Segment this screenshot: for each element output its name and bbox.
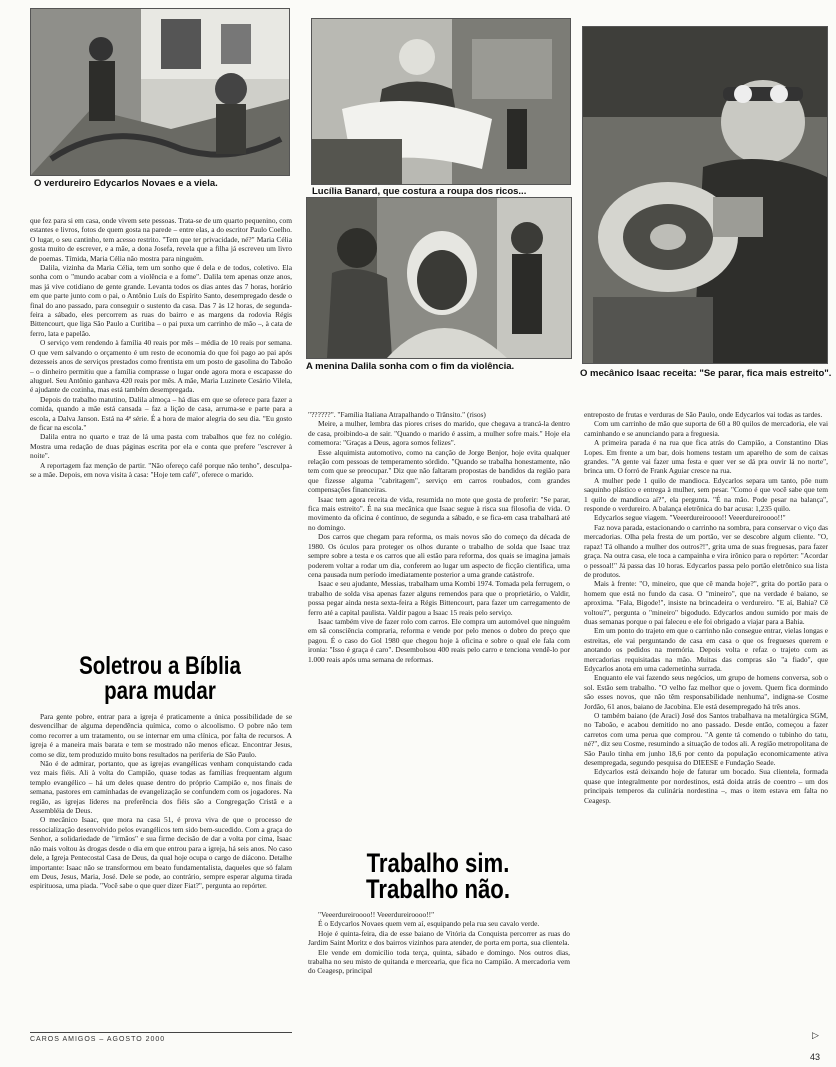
paragraph: "??????". "Família Italiana Atrapalhando o Trânsito." (risos) <box>308 410 486 419</box>
photo-verdureiro <box>30 8 290 176</box>
paragraph: Faz nova parada, estacionando o carrinho na sombra, para conservar o viço das mercadorias. Olha pela fresta de um portão, ver se descobre algum cliente. "O, rapaz! Tá olhando a mulher dos outros?!", grita uma de suas freguesas, para fazer graça. Na outra casa, ele toca a campainha e vira irônico para o repórter: "Acordar o pessoal!" Já passa das 10 horas. Edycarlos passa pelo portão eletrônico sua lista de produtos. <box>584 522 828 579</box>
caption-lucilia: Lucília Banard, que costura a roupa dos ricos... <box>312 186 527 197</box>
paragraph: Com um carrinho de mão que suporta de 60 a 80 quilos de mercadoria, ele vai caminhando e se anunciando para a freguesia. <box>584 419 828 438</box>
paragraph: entreposto de frutas e verduras de São Paulo, onde Edycarlos vai todas as tardes. <box>584 410 823 419</box>
paragraph: Enquanto ele vai fazendo seus negócios, um grupo de homens conversa, sob o sol. Estão sem trabalho. "O velho faz melhor que o jovem. Quem fica dormindo são esses novos, que não têm responsabilidade nenhuma", indigna-se Cosme Jordão, 61 anos, baiano de Jacobina. Ele está desempregado há três anos. <box>584 673 828 711</box>
paragraph: Meire, a mulher, lembra das piores crises do marido, que chegava a trancá-la dentro de casa, proibindo-a de sair. "Quando o marido é assim, a mulher sofre mais." Hoje ela comemora: "Graças a Deus, agora somos felizes". <box>308 419 570 448</box>
paragraph: Isaac e seu ajudante, Messias, trabalham uma Kombi 1974. Tomada pela ferrugem, o trabalho de solda visa apenas fazer alguns remendos para que o proprietário, o Valdir, possa pegar ainda nesta sexta-feira a Régis Bittencourt, para fazer um carregamento de ferro até a capital paulista. Valdir pagou a Isaac 15 reais pelo serviço. <box>308 579 570 617</box>
paragraph: A reportagem faz menção de partir. "Não ofereço café porque não tenho", desculpa-se a mãe. Depois, em nova visita à casa: "Hoje tem café", oferece o marido. <box>30 460 292 479</box>
footer-magazine: CAROS AMIGOS – AGOSTO 2000 <box>30 1036 166 1043</box>
paragraph: Isaac também vive de fazer rolo com carros. Ele compra um automóvel que ninguém em sã consciência compraria, reforma e vende por pelo menos o dobro do preço que pagou. É o caso do Gol 1980 que chegou hoje à oficina e sobre o qual ele fala com ironia: "Isso é graça é caro". Desembolsou 400 reais pelo carro e tenciona vendê-lo por 1.000 reais após uma semana de reformas. <box>308 616 570 664</box>
photo-dalila <box>306 197 572 359</box>
headline-biblia: Soletrou a Bíblia para mudar <box>79 652 241 705</box>
paragraph: O mecânico Isaac, que mora na casa 51, é prova viva de que o processo de ressocialização desenvolvido pelos evangélicos tem sido bem-sucedido. Com a graça do Senhor, a solidariedade de "irmãos" e sua firme decisão de dar a volta por cima, Isaac não mais voltou às drogas desde o dia em que entrou para a igreja, há seis anos. No caso dele, a Igreja Pentecostal Casa de Deus, da qual hoje ocupa o cargo de diácono. Detalhe importante: Isaac não se transformou em beato fundamentalista, daqueles que só falam em Deus, Jesus, Maria, José. Dele se pode, ao contrário, sempre esperar alguma tirada espirituosa, uma piada. "Você sabe o que quer dizer Fiat?", pergunta ao repórter. <box>30 815 292 891</box>
paragraph: Esse alquimista automotivo, como na canção de Jorge Benjor, hoje evita qualquer relação com pessoas de temperamento sórdido. "Quando se trabalha honestamente, não tem com que se preocupar." Diz que não faltaram propostas de bandidos da região para que fizesse alguma "cabritagem", serviço em carros roubados, com grandes compensações financeiras. <box>308 447 570 495</box>
column-left-top <box>30 216 292 644</box>
photo-isaac <box>582 26 828 364</box>
paragraph: Mais à frente: "O, mineiro, que que cê manda hoje?", grita do portão para o homem que está no fundo da casa. O "mineiro", que na verdade é baiano, se aproxima. "Fala, Bigode!", insiste na brincadeira o verdureiro. "E aí, Bahia? Cê voltou?", pergunta o "mineiro" bigodudo. Edycarlos andou sumido por mais de duas semanas porque o pai faleceu e ele foi obrigado a viajar para a Bahia. <box>584 579 828 626</box>
paragraph: O também baiano (de Araci) José dos Santos trabalhava na metalúrgica SGM, no Taboão, e acabou demitido no ano passado. Desde então, começou a fazer carretos com uma perua que comprou. "A gente tá comendo o tubinho do tatu, né?", diz seu Cosme, resumindo a situação de todos ali. A região metropolitana de São Paulo tinha em junho 18,6 por cento da população economicamente ativa desempregada, segundo pesquisa do DIEESE e Fundação Seade. <box>584 711 828 768</box>
photo-lucilia <box>311 18 571 185</box>
paragraph: Ele vende em domicílio toda terça, quinta, sábado e domingo. Nos outros dias, trabalha no seu misto de quitanda e mercearia, que fica no Campião. A mercadoria vem do Ceagesp, principal <box>308 947 570 976</box>
paragraph: Para gente pobre, entrar para a igreja é praticamente a única possibilidade de se desvencilhar de alguma dependência química, como o alcoolismo. O pobre não tem como recorrer a um tratamento, ou se internar em uma clínica, por falta de recursos. A igreja é a maneira mais barata e tem se mostrado não menos eficaz. Encontrar Jesus, como se diz, tem produzido muito bons resultados na periferia de São Paulo. <box>30 712 292 759</box>
column-right <box>584 410 828 1042</box>
footer-rule <box>30 1032 292 1033</box>
paragraph: Não é de admirar, portanto, que as igrejas evangélicas venham conquistando cada vez mais fiéis. Ali à volta do Campião, quase todas as famílias frequentam algum templo evangélico – há um deles quase dentro do próprio Campião e, nos finais de semana, pastores em caminhadas de evangelização se confundem com os jogadores. Na região, as igrejas líderes na preferência dos fiéis são a Congregação Cristã e a Assembléia de Deus. <box>30 759 292 816</box>
column-left-bottom <box>30 712 292 1028</box>
column-middle-bottom <box>308 910 570 1028</box>
paragraph: "Veeerdureiroooo!! Veeerdureiroooo!!" <box>318 910 435 919</box>
photo-verdureiro-image <box>31 9 289 175</box>
paragraph: Depois do trabalho matutino, Dalila almoça – há dias em que se oferece para fazer a comida, quando a mãe está cansada – faz a lição de casa, arruma-se e parte para a escola, a Dalva Janson. Está na 4ª série. É a hora de maior alegria do seu dia. "Eu gosto de ficar na escola." <box>30 394 292 432</box>
page-number: 43 <box>810 1052 821 1062</box>
caption-dalila: A menina Dalila sonha com o fim da violência. <box>306 361 515 372</box>
paragraph: Dalila, vizinha da Maria Célia, tem um sonho que é dela e de todos, coletivo. Ela sonha com o "mundo acabar com a violência e a fome". Dalila tem apenas onze anos, mas já vive cotidiano de gente grande. Levanta todos os dias antes das 7 horas, horário em que parte junto com o pai, o Antônio Luís do Espírito Santo, desempregado desde o final do ano passado, para conseguir o sustento da casa. Das 7 às 12 horas, de segunda-feira a sábado, eles percorrem as ruas do bairro e as margens da rodovia Régis Bittencourt, que liga São Paulo a Curitiba – o pai puxa um carrinho de mão –, à cata de ferro, lata e papelão. <box>30 263 292 338</box>
caption-verdureiro: O verdureiro Edycarlos Novaes e a viela. <box>34 178 218 189</box>
paragraph: Edycarlos está deixando hoje de faturar um bocado. Sua clientela, formada quase que integralmente por nordestinos, está doida atrás de coentro – um dos principais temperos da culinária nordestina –, mas o item estava em falta no Ceagesp. <box>584 767 828 805</box>
paragraph: A mulher pede 1 quilo de mandioca. Edycarlos separa um tanto, põe num saquinho plástico e entrega à mulher, sem pesar. "Como é que você sabe que tem 1 quilo de mandioca aí?", ela pergunta. "É na mão. Pode pesar na balança", responde o verdureiro. A balança eletrônica do bar acusa: 1,235 quilo. <box>584 475 828 514</box>
paragraph: Isaac tem agora receita de vida, resumida no mote que gosta de proferir: "Se parar, fica mais estreito". É na sua mecânica que Isaac segue à risca sua filosofia de vida. O movimento da oficina é contínuo, de segunda a sábado, e se fica-em casa trabalhará até no domingo. <box>308 494 570 532</box>
paragraph: Edycarlos segue viagem. "Veeerdureiroooo!! Veeerdureiroooo!!" <box>594 513 786 523</box>
caption-isaac: O mecânico Isaac receita: "Se parar, fica mais estreito". <box>580 368 832 379</box>
paragraph: que fez para si em casa, onde vivem sete pessoas. Trata-se de um quarto pequenino, com estantes e livros, fotos de quem gosta na parede – entre elas, a do escritor Paulo Coelho. O lugar, o seu cantinho, tem acesso restrito. "Tem que ter privacidade, né?" Maria Célia gosta muito de escrever, e a mãe, a dona Josefa, revela que a filha já escreveu um livro de poemas. Tímida, Maria Célia não mostra para ninguém. <box>30 216 292 263</box>
headline-trabalho: Trabalho sim. Trabalho não. <box>366 848 510 904</box>
paragraph: O serviço vem rendendo à família 40 reais por mês – média de 10 reais por semana. O que vem salvando o orçamento é um resto de economia do que foi pago ao pai após dezesseis anos de serviços prestados como frentista em um posto de gasolina do Taboão – o dinheiro permitiu que a família comprasse o lugar onde agora mora e escapasse do aluguel. Seu Antônio ganhava 420 reais por mês. A mãe, Maria Luzinete Cesário Vilela, é ajudante de cozinha, mas está também desempregada. <box>30 338 292 395</box>
next-page-arrow-icon: ▷ <box>812 1030 819 1040</box>
photo-lucilia-image <box>312 19 570 184</box>
paragraph: Dalila entra no quarto e traz de lá uma pasta com trabalhos que fez no colégio. Mostra uma redação de duas páginas escrita por ela e conta que prefere "escrever à noite". <box>30 432 292 461</box>
paragraph: Dos carros que chegam para reforma, os mais novos são do começo da década de 1980. Os óculos para proteger os olhos durante o trabalho de solda que Isaac traz sempre sobre a testa e os carros que ali estão para reforma, dos quais se imagina jamais poderem voltar a rodar um dia, conferem ao lugar um aspecto de ficção científica, uma cena pausada num período imediatamente posterior a uma grande catástrofe. <box>308 532 570 579</box>
photo-dalila-image <box>307 198 571 358</box>
column-middle-top <box>308 410 570 822</box>
paragraph: A primeira parada é na rua que fica atrás do Campião, a Constantino Dias Lopes. Em frente a um bar, dois homens testam um aparelho de som de caixas grandes. "A gente vai fazer uma festa e quer ver se dá pra ouvir lá no norte", brinca um. O forró de Frank Aguiar cresce na rua. <box>584 438 828 476</box>
paragraph: Hoje é quinta-feira, dia de esse baiano de Vitória da Conquista percorrer as ruas do Jardim Saint Moritz e dos bairros vizinhos para atender, de porta em porta, sua clientela. <box>308 928 570 948</box>
paragraph: Em um ponto do trajeto em que o carrinho não consegue entrar, vielas longas e estreitas, ele vai perguntando de casa em casa o que os fregueses querem e anotando os pedidos na memória. Depois volta e refaz o trajeto com as mercadorias requisitadas na mão. Muitas das compras são "a fiado", que Edycarlos anota em uma cadernetinha surrada. <box>584 626 828 673</box>
paragraph: É o Edycarlos Novaes quem vem aí, esquipando pela rua seu cavalo verde. <box>318 919 540 929</box>
photo-isaac-image <box>583 27 827 363</box>
